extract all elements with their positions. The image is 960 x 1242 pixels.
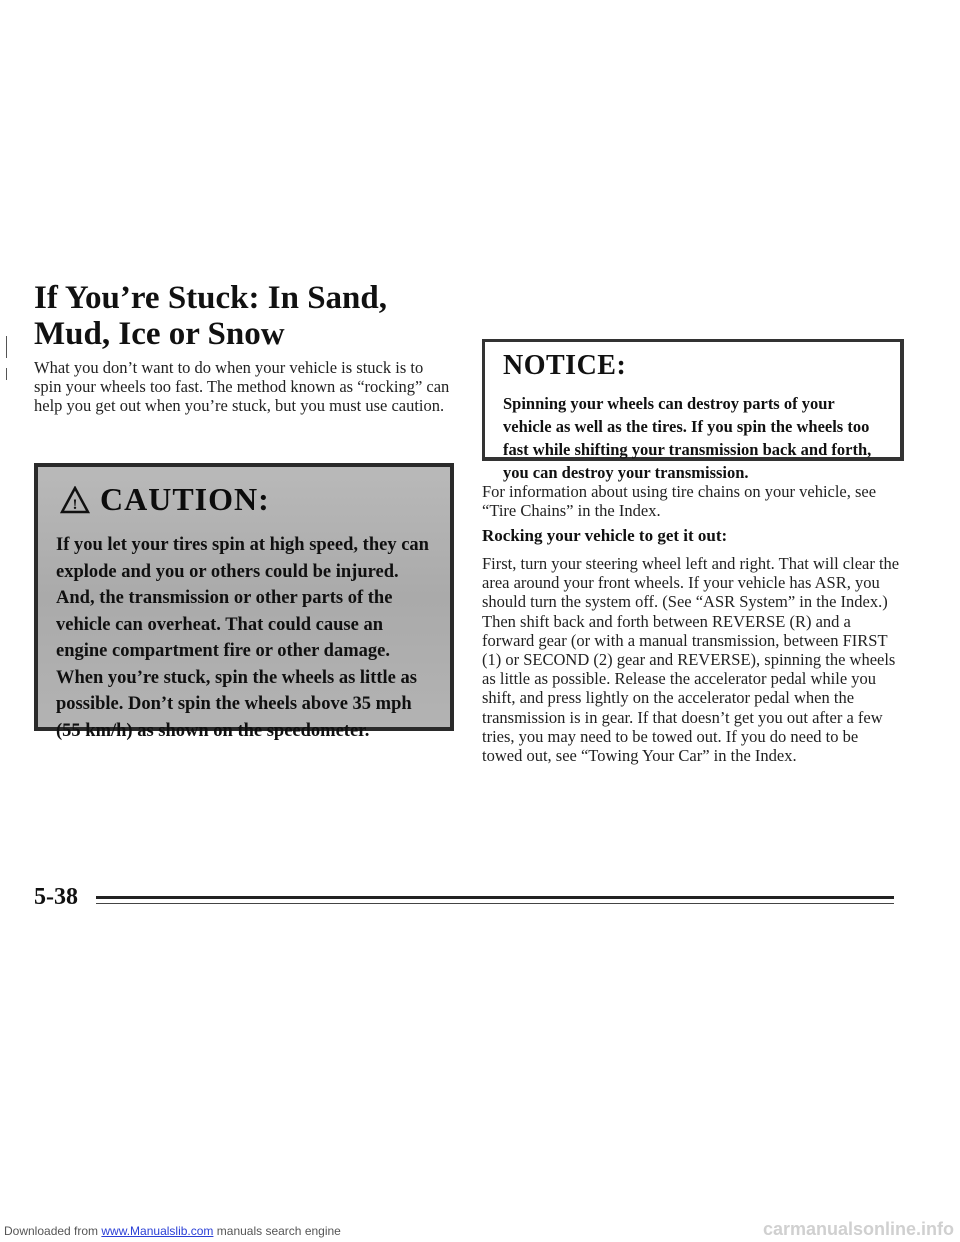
footer-suffix: manuals search engine xyxy=(213,1224,341,1238)
download-footer xyxy=(4,1224,341,1238)
rocking-heading: Rocking your vehicle to get it out: xyxy=(482,526,728,545)
footer-prefix: Downloaded from xyxy=(4,1224,102,1238)
rocking-paragraph: First, turn your steering wheel left and right. That will clear the area around your front wheels. If your vehicle has ASR, you should turn the system off. (See “ASR System” in the Index.) Then shift back and forth between REVERSE (R) and a forward gear (or with a manual transmission, between FIRST (1) or SECOND (2) gear and REVERSE), spinning the wheels as little as possible. Release the accelerator pedal while you shift, and press lightly on the accelerator pedal when the transmission is in gear. If that doesn’t get you out after a few tries, you may need to be towed out. If you do need to be towed out, see “Towing Your Car” in the Index. xyxy=(482,554,900,766)
notice-text: Spinning your wheels can destroy parts of your vehicle as well as the tires. If you spin the wheels too fast while shifting your transmission back and forth, you can destroy your transmission. xyxy=(503,394,872,482)
page-number: 5-38 xyxy=(34,884,78,910)
margin-mark xyxy=(6,336,7,358)
section-heading: If You’re Stuck: In Sand, Mud, Ice or Snow xyxy=(34,280,388,352)
warning-triangle-icon xyxy=(60,486,90,514)
intro-paragraph: What you don’t want to do when your vehicle is stuck is to spin your wheels too fast. The method known as “rocking” can help you get out when you’re stuck, but you must use caution. xyxy=(34,358,450,416)
caution-title: CAUTION: xyxy=(100,481,270,517)
caution-box xyxy=(34,463,454,741)
notice-title: NOTICE: xyxy=(503,350,627,381)
margin-mark xyxy=(6,368,7,380)
tire-chains-paragraph: For information about using tire chains on your vehicle, see “Tire Chains” in the Index. xyxy=(482,482,877,521)
svg-text:!: ! xyxy=(72,496,78,513)
caution-text: If you let your tires spin at high speed, they can explode and you or others could be injured. And, the transmission or other parts of the vehicle can overheat. That could cause an engine compartment fire or other damage. When you’re stuck, spin the wheels as little as possible. Don’t spin the wheels above 35 mph (55 km/h) as shown on the speedometer. xyxy=(56,535,429,741)
notice-box xyxy=(482,339,904,482)
footer-rule-thin xyxy=(96,903,894,904)
manualslib-link[interactable]: www.Manualslib.com xyxy=(101,1224,214,1238)
caution-header xyxy=(60,481,434,518)
footer-rule xyxy=(96,896,894,899)
watermark: carmanualsonline.info xyxy=(762,1219,954,1239)
